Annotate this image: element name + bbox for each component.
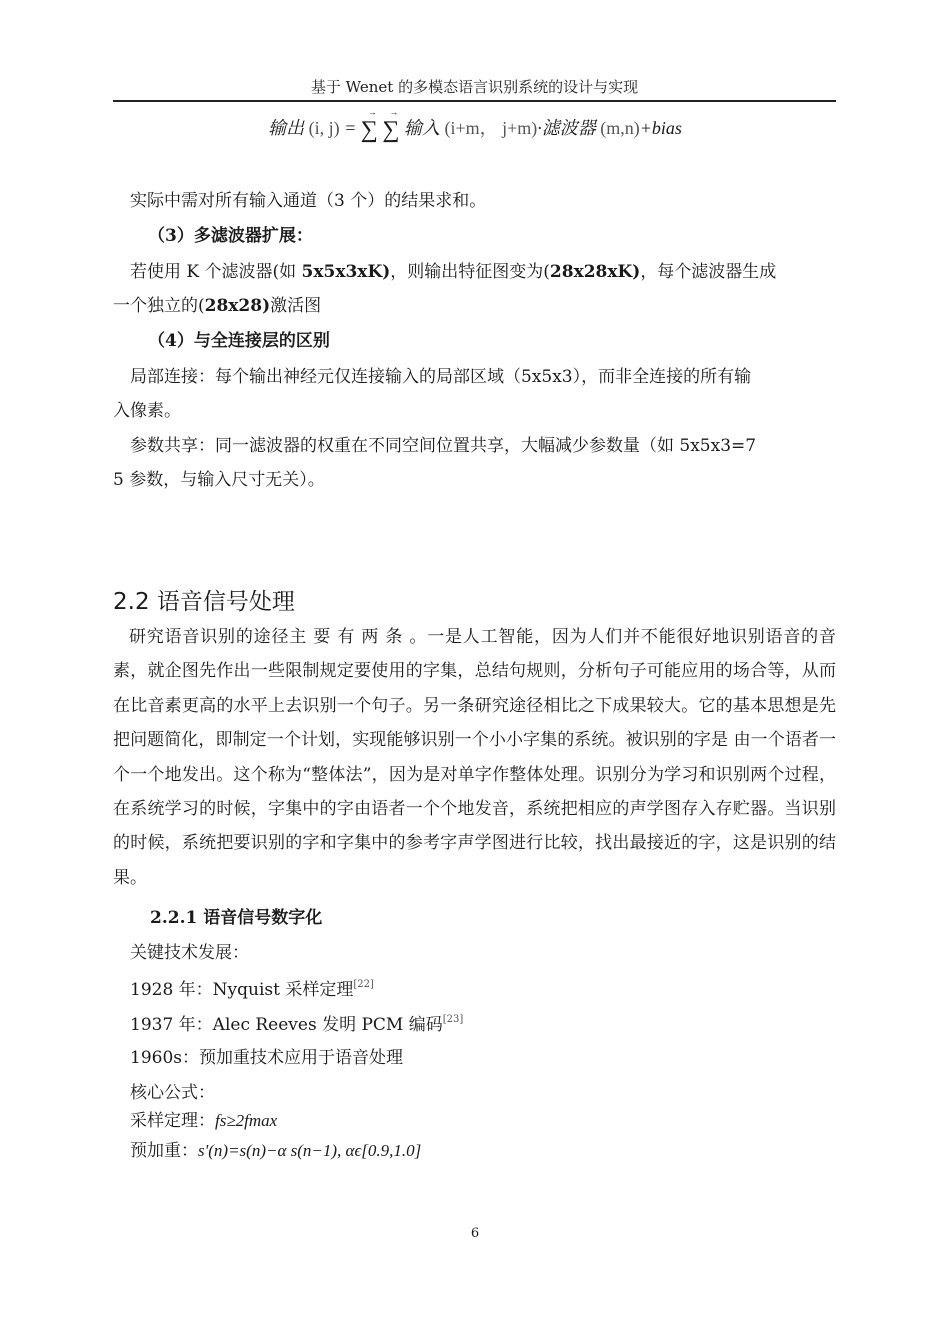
running-header: 基于 Wenet 的多模态语言识别系统的设计与实现 <box>310 78 639 96</box>
history-item-1 <box>130 980 374 999</box>
sec3-title: （3）多滤波器扩展： <box>148 226 313 246</box>
citation-23[interactable]: [23] <box>442 1014 464 1025</box>
sum-note: 实际中需对所有输入通道（3 个）的结果求和。 <box>130 191 487 211</box>
sum-upper-m: → <box>367 107 377 117</box>
sec4-title: （4）与全连接层的区别 <box>148 331 330 351</box>
history-item-2 <box>130 1015 463 1034</box>
section-paragraph: 研究语音识别的途径主 要 有 两 条 。一是人工智能，因为人们并不能很好地识别语音的音素，就企图先作出一些限制规定要使用的字集，总结句规则，分析句子可能应用的场合等，从而在比音素更高的水平上去识别一个句子。另一条研究途径相比之下成果较大。它的基本思想是先把问题简化，即制定一个计划，实现能够识别一个小小字集的系统。被识别的字是 由一个语者一个一个地发出。这个称为“整体法”，因为是对单字作整体处理。识别分为学习和识别两个过程，在系统学习的时候，字集中的字由语者一个个地发音，系统把相应的声学图存入存贮器。当识别的时候，系统把要识别的字和字集中的参考字声学图进行比较，找出最接近的字，这是识别的结果。 <box>113 627 836 888</box>
sec3-line2-a: 一个独立的( <box>113 296 205 316</box>
citation-22[interactable]: [22] <box>353 979 374 990</box>
formula-filter-args: (m,n) <box>600 118 640 138</box>
formula-input: 输入 <box>403 118 440 138</box>
formula-lhs: 输出 <box>268 118 305 138</box>
sec3-line1-d: 28x28xK) <box>549 262 641 282</box>
history-item-3: 1960s：预加重技术应用于语音处理 <box>130 1048 403 1068</box>
sampling-formula: fs≥2fmax <box>215 1111 278 1130</box>
sec3-line2-c: 激活图 <box>270 296 322 316</box>
core-label: 核心公式： <box>130 1083 215 1103</box>
formula-bias: +bias <box>639 118 682 138</box>
sec3-line1-c: ，则输出特征图变为( <box>390 262 550 282</box>
page-number: 6 <box>470 1226 480 1241</box>
subsection-title: 2.2.1 语音信号数字化 <box>150 908 323 928</box>
local-line1: 局部连接：每个输出神经元仅连接输入的局部区域（5x5x3），而非全连接的所有输 <box>130 367 752 387</box>
local-line2: 入像素。 <box>113 401 181 421</box>
sampling-label: 采样定理： <box>130 1111 215 1131</box>
formula-dot: · <box>537 118 542 138</box>
formula-filter: 滤波器 <box>541 118 596 138</box>
pre-emphasis <box>130 1142 421 1160</box>
sec3-line2-b: 28x28) <box>204 296 271 316</box>
formula-lhs-args: (i, j) <box>308 118 340 138</box>
section-title: 2.2 语音信号处理 <box>113 589 295 615</box>
sec3-line1-b: 5x5x3xK) <box>301 262 391 282</box>
sec3-line2 <box>113 298 321 315</box>
formula-equals: = <box>344 118 357 138</box>
share-line1: 参数共享：同一滤波器的权重在不同空间位置共享，大幅减少参数量（如 5x5x3=7 <box>130 436 757 456</box>
sec3-line1-e: ，每个滤波器生成 <box>640 262 777 282</box>
sec3-line1-a: 若使用 K 个滤波器(如 <box>130 262 302 282</box>
dev-label: 关键技术发展： <box>130 943 249 963</box>
preemph-formula: s'(n)=s(n)−α s(n−1), αϵ[0.9,1.0] <box>198 1141 422 1160</box>
history-item-2-text: 1937 年：Alec Reeves 发明 PCM 编码 <box>130 1015 443 1035</box>
history-item-1-text: 1928 年：Nyquist 采样定理 <box>130 980 354 1000</box>
sum-symbol-m: ∑ → <box>360 107 378 143</box>
convolution-formula <box>0 107 950 144</box>
preemph-label: 预加重： <box>130 1141 198 1161</box>
sec3-line1 <box>130 264 776 281</box>
header-rule <box>113 100 836 102</box>
sum-symbol-n: ∑ → <box>382 107 400 143</box>
sampling-theorem <box>130 1112 277 1130</box>
formula-input-args: (i+m， j+m) <box>444 118 538 138</box>
share-line2: 5 参数，与输入尺寸无关）。 <box>113 470 325 490</box>
sum-upper-n: → <box>389 107 399 117</box>
